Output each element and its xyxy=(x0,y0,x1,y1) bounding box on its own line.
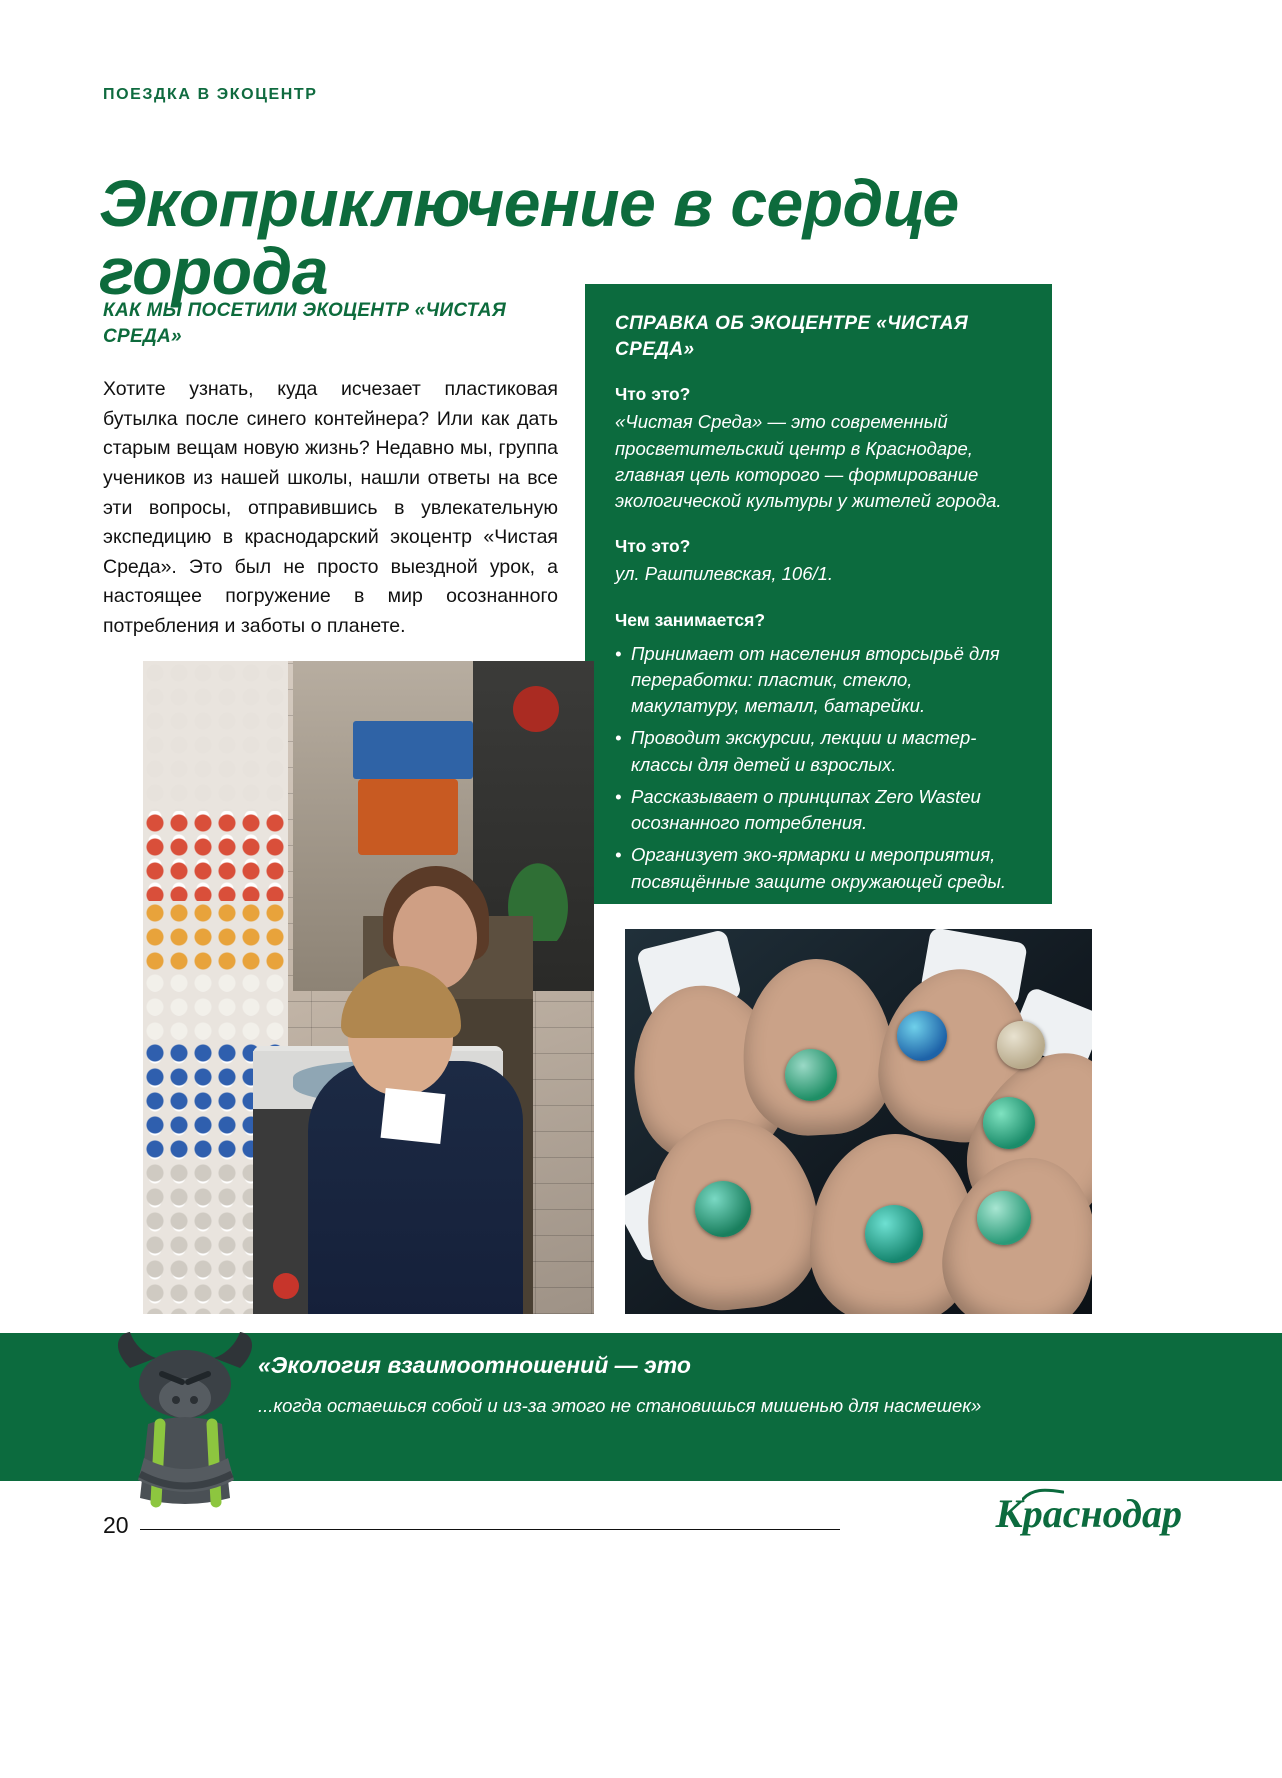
photo-blue-box xyxy=(353,721,473,779)
brand-logo: Краснодар xyxy=(995,1491,1182,1536)
photo-hands-with-pendants xyxy=(625,929,1092,1314)
footer-divider xyxy=(140,1529,840,1530)
photo-pendant xyxy=(865,1205,923,1263)
list-item: • Организует эко-ярмарки и мероприятия, посвящённые защите окружающей среды. xyxy=(615,842,1022,895)
infobox-question-3: Чем занимается? xyxy=(615,609,766,630)
list-item: • Рассказывает о принципах Zero Wasteu осознанного потребления. xyxy=(615,784,1022,837)
infobox-activity-list xyxy=(615,641,1022,895)
infobox-answer-1: «Чистая Среда» — это современный просветительский центр в Краснодаре, главная цель которого — формирование экологической культуры у жителей города. xyxy=(615,411,1002,512)
photo-child-collar xyxy=(381,1088,446,1144)
bull-mascot-icon xyxy=(100,1328,270,1523)
photo-pendant xyxy=(695,1181,751,1237)
article-kicker: ПОЕЗДКА В ЭКОЦЕНТР xyxy=(103,86,318,103)
photo-orange-box xyxy=(358,779,458,855)
quote-title: «Экология взаимоотношений — это xyxy=(258,1352,691,1378)
photo-ecocenter-visit xyxy=(143,661,594,1314)
list-item: • Принимает от населения вторсырьё для переработки: пластик, стекло, макулатуру, металл, батарейки. xyxy=(615,641,1022,720)
infobox-panel xyxy=(585,284,1052,904)
list-item: • Проводит экскурсии, лекции и мастер-классы для детей и взрослых. xyxy=(615,725,1022,778)
page-number: 20 xyxy=(103,1512,129,1538)
article-subheading: КАК МЫ ПОСЕТИЛИ ЭКОЦЕНТР «ЧИСТАЯ СРЕДА» xyxy=(103,300,506,347)
photo-pendant xyxy=(897,1011,947,1061)
page-title: Экоприключение в сердце города xyxy=(99,166,959,309)
article-body: Хотите узнать, куда исчезает пластиковая бутылка после синего контейнера? Или как дать старым вещам новую жизнь? Недавно мы, группа учеников из нашей школы, нашли ответы на все эти вопросы, отправившись в увлекательную экспедицию в краснодарский экоцентр «Чистая Среда». Это был не просто выездной урок, а настоящее погружение в мир осознанного потребления и заботы о планете. xyxy=(103,378,558,637)
photo-pendant xyxy=(983,1097,1035,1149)
photo-pendant xyxy=(977,1191,1031,1245)
photo-machine-knob xyxy=(273,1273,299,1299)
photo-red-circle xyxy=(513,686,559,732)
infobox-answer-2: ул. Рашпилевская, 106/1. xyxy=(615,563,834,585)
photo-pendant xyxy=(785,1049,837,1101)
infobox-title: СПРАВКА ОБ ЭКОЦЕНТРЕ «ЧИСТАЯ СРЕДА» xyxy=(615,313,969,360)
infobox-question-1: Что это? xyxy=(615,384,691,405)
photo-pendant xyxy=(997,1021,1045,1069)
quote-subtitle: ...когда остаешься собой и из-за этого не становишься мишенью для насмешек» xyxy=(258,1395,982,1416)
infobox-question-2: Что это? xyxy=(615,536,691,557)
